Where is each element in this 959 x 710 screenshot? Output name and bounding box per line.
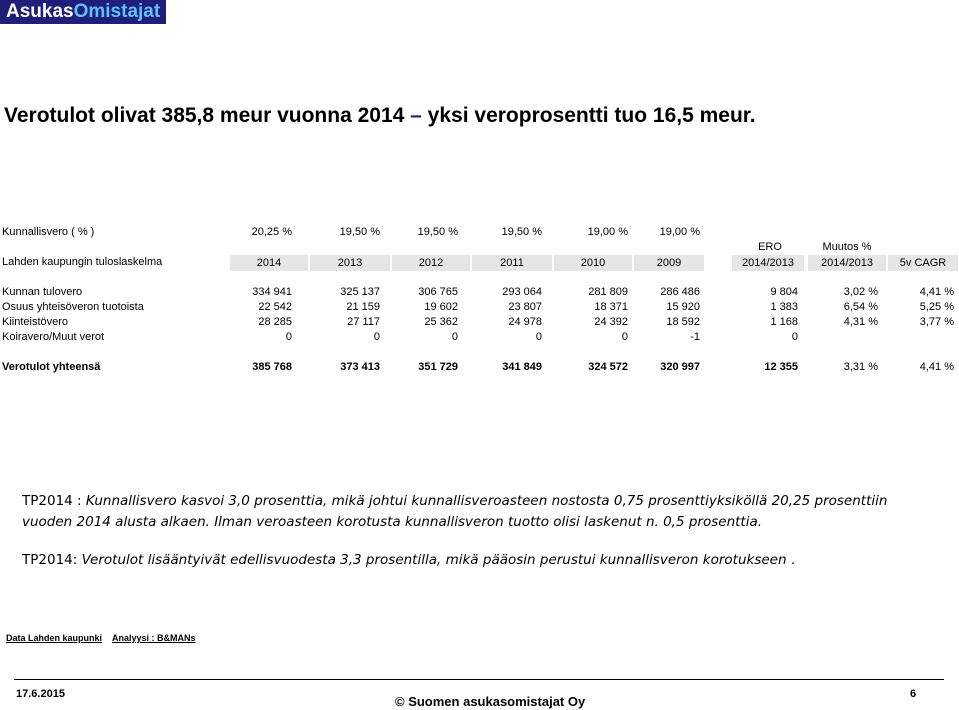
cell: 385 768 xyxy=(252,361,292,373)
cell: 351 729 xyxy=(418,361,458,373)
table-header-label: Lahden kaupungin tuloslaskelma xyxy=(2,256,163,268)
cell-cagr: 3,77 % xyxy=(919,316,954,328)
cell-muutos: 6,54 % xyxy=(843,301,878,313)
source-data: Data Lahden kaupunki xyxy=(6,633,103,643)
cell: 23 807 xyxy=(508,301,542,313)
note1-text: Kunnallisvero kasvoi 3,0 prosenttia, mikä johtui kunnallisveroasteen nostosta 0,75 prosenttiyksiköllä 20,25 prosenttiin vuoden 2014 alusta alkaen. Ilman veroasteen korotusta kunnallisveron tuotto olisi laskenut n. 0,5 prosenttia. xyxy=(22,493,888,530)
year-2013: 2013 xyxy=(310,255,390,271)
title-rest: yksi veroprosentti tuo 16,5 meur. xyxy=(421,104,756,127)
cell: -1 xyxy=(690,331,700,343)
cell: 373 413 xyxy=(340,361,380,373)
rate-2013: 19,50 % xyxy=(339,226,380,238)
cell-ero: 12 355 xyxy=(764,361,798,373)
year-2009: 2009 xyxy=(634,255,704,271)
cell-ero: 1 168 xyxy=(770,316,798,328)
row-label: Koiravero/Muut verot xyxy=(2,331,105,343)
rate-label: Kunnallisvero ( % ) xyxy=(2,226,95,238)
muutos-header-top: Muutos % xyxy=(822,241,872,253)
cell: 22 542 xyxy=(258,301,292,313)
total-label: Verotulot yhteensä xyxy=(2,361,101,373)
cell: 306 765 xyxy=(418,286,458,298)
cell: 0 xyxy=(535,331,542,343)
rate-2009: 19,00 % xyxy=(659,226,700,238)
row-label: Osuus yhteisöveron tuotoista xyxy=(2,301,144,313)
title-main: Verotulot olivat 385,8 meur vuonna 2014 xyxy=(4,104,411,127)
cell: 293 064 xyxy=(502,286,542,298)
cell: 25 362 xyxy=(424,316,458,328)
cell-muutos: 3,31 % xyxy=(843,361,878,373)
cell-muutos: 4,31 % xyxy=(843,316,878,328)
cell: 334 941 xyxy=(252,286,292,298)
cell: 21 159 xyxy=(346,301,380,313)
cell-cagr: 4,41 % xyxy=(919,286,954,298)
cell: 24 978 xyxy=(508,316,542,328)
note2-suffix: . xyxy=(790,552,796,568)
cell: 18 592 xyxy=(666,316,700,328)
note2-prefix: TP2014: xyxy=(22,552,82,568)
cell: 28 285 xyxy=(258,316,292,328)
rate-2014: 20,25 % xyxy=(251,226,292,238)
row-label: Kiinteistövero xyxy=(2,316,69,328)
title-dash: – xyxy=(410,104,422,127)
logo-text-part1: Asukas xyxy=(6,1,74,22)
cell-muutos: 3,02 % xyxy=(843,286,878,298)
cell-ero: 9 804 xyxy=(770,286,798,298)
row-label: Kunnan tulovero xyxy=(2,286,83,298)
cell: 24 392 xyxy=(594,316,628,328)
cell: 324 572 xyxy=(588,361,628,373)
muutos-header: 2014/2013 xyxy=(808,255,886,271)
footer-copyright: © Suomen asukasomistajat Oy xyxy=(395,694,586,709)
footer-date: 17.6.2015 xyxy=(16,688,65,700)
cell: 19 602 xyxy=(424,301,458,313)
cell: 320 997 xyxy=(660,361,700,373)
cell: 281 809 xyxy=(588,286,628,298)
cell: 0 xyxy=(621,331,628,343)
page-number: 6 xyxy=(910,688,917,700)
cell: 341 849 xyxy=(502,361,542,373)
cell: 0 xyxy=(451,331,458,343)
cell-cagr: 5,25 % xyxy=(919,301,954,313)
cell: 15 920 xyxy=(666,301,700,313)
cell: 18 371 xyxy=(594,301,628,313)
footer-divider xyxy=(14,679,944,680)
cell: 27 117 xyxy=(347,316,380,328)
year-2014: 2014 xyxy=(230,255,308,271)
year-2010: 2010 xyxy=(554,255,632,271)
source-analysis: Analyysi : B&MANs xyxy=(112,633,196,643)
cagr-header: 5v CAGR xyxy=(888,255,958,271)
logo-text-part2: Omistajat xyxy=(73,1,161,22)
cell: 325 137 xyxy=(340,286,380,298)
slide-title xyxy=(4,104,756,128)
commentary-note-1 xyxy=(22,491,922,533)
note2-text: Verotulot lisääntyivät edellisvuodesta 3,3 prosentilla, mikä pääosin perustui kunnallisveron korotukseen xyxy=(81,552,791,568)
ero-header-top: ERO xyxy=(758,241,782,253)
rate-2011: 19,50 % xyxy=(501,226,542,238)
cell: 0 xyxy=(285,331,292,343)
cell: 0 xyxy=(373,331,380,343)
ero-header: 2014/2013 xyxy=(732,255,804,271)
note1-prefix: TP2014 : xyxy=(22,493,86,509)
cell-ero: 0 xyxy=(791,331,798,343)
rate-2012: 19,50 % xyxy=(417,226,458,238)
cell-ero: 1 383 xyxy=(770,301,798,313)
brand-logo xyxy=(0,0,166,24)
commentary-note-2 xyxy=(22,550,922,571)
rate-2010: 19,00 % xyxy=(587,226,628,238)
cell: 286 486 xyxy=(660,286,700,298)
year-2011: 2011 xyxy=(472,255,552,271)
cell-cagr: 4,41 % xyxy=(919,361,954,373)
year-2012: 2012 xyxy=(392,255,470,271)
